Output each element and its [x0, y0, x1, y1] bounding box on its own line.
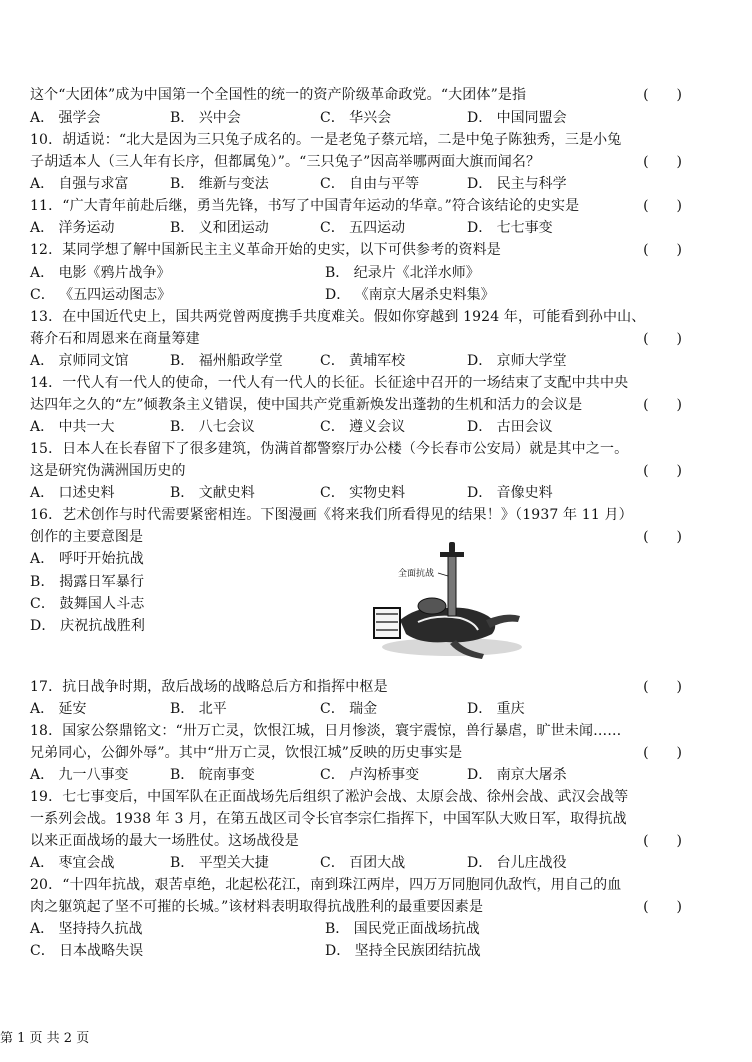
q18-answer-blank: ( ) — [643, 745, 682, 761]
q9-option-a: A． 强学会 — [30, 110, 101, 126]
q10-answer-blank: ( ) — [643, 154, 682, 170]
q13-line-2: 蒋介石和周恩来在商量筹建 — [30, 331, 200, 347]
q18-option-d: D． 南京大屠杀 — [467, 767, 567, 783]
q16-option-d: D． 庆祝抗战胜利 — [30, 618, 146, 634]
q20-line-1: 20．“十四年抗战，艰苦卓绝，北起松花江，南到珠江两岸，四万万同胞同仇敌忾，用自己的血 — [30, 877, 622, 893]
q14-line-1: 14．一代人有一代人的使命，一代人有一代人的长征。长征途中召开的一场结束了支配中共中央 — [30, 375, 629, 391]
q19-line-2: 一系列会战。1938 年 3 月，在第五战区司令长官李宗仁指挥下，中国军队大败日军，取得抗战 — [30, 811, 627, 827]
q11-option-c: C． 五四运动 — [320, 220, 406, 236]
q14-option-d: D． 古田会议 — [467, 419, 553, 435]
q10-option-c: C． 自由与平等 — [320, 176, 420, 192]
label-pointer — [438, 573, 448, 576]
q18-line-1: 18．国家公祭鼎铭文：“卅万亡灵，饮恨江城，日月惨淡，寰宇震惊，兽行暴虐，旷世未闻…… — [30, 723, 622, 739]
q15-line-2: 这是研究伪满洲国历史的 — [30, 463, 186, 479]
q20-line-2: 肉之躯筑起了坚不可摧的长城。”该材料表明取得抗战胜利的最重要因素是 — [30, 899, 484, 915]
q13-answer-blank: ( ) — [643, 331, 682, 347]
q15-option-b: B． 文献史料 — [170, 485, 255, 501]
q19-line-1: 19．七七事变后，中国军队在正面战场先后组织了淞沪会战、太原会战、徐州会战、武汉会战等 — [30, 789, 629, 805]
cartoon-label: 全面抗战 — [398, 569, 435, 579]
q12-option-a: A． 电影《鸦片战争》 — [30, 265, 171, 281]
outstretched-arm — [486, 615, 520, 628]
q16-answer-blank: ( ) — [643, 529, 682, 545]
q14-option-c: C． 遵义会议 — [320, 419, 406, 435]
q9-stem: 这个“大团体”成为中国第一个全国性的统一的资产阶级革命政党。“大团体”是指 — [30, 87, 527, 103]
q19-option-d: D． 台儿庄战役 — [467, 855, 567, 871]
q12-option-b: B． 纪录片《北洋水师》 — [325, 265, 480, 281]
q15-answer-blank: ( ) — [643, 463, 682, 479]
helmet — [418, 598, 446, 614]
q13-option-b: B． 福州船政学堂 — [170, 353, 283, 369]
sword-blade — [448, 556, 456, 616]
q18-option-a: A． 九一八事变 — [30, 767, 129, 783]
q18-option-c: C． 卢沟桥事变 — [320, 767, 420, 783]
q17-option-b: B． 北平 — [170, 701, 227, 717]
q10-line-1: 10．胡适说：“北大是因为三只兔子成名的。一是老兔子蔡元培，二是中兔子陈独秀，三是小兔 — [30, 132, 622, 148]
q18-option-b: B． 皖南事变 — [170, 767, 255, 783]
q15-line-1: 15．日本人在长春留下了很多建筑，伪满首都警察厅办公楼（今长春市公安局）就是其中之一。 — [30, 441, 629, 457]
q19-option-b: B． 平型关大捷 — [170, 855, 269, 871]
q13-line-1: 13．在中国近代史上，国共两党曾两度携手共度难关。假如你穿越到 1924 年，可能看到孙中山、 — [30, 309, 646, 325]
q18-line-2: 兄弟同心，公御外辱”。其中“卅万亡灵，饮恨江城”反映的历史事实是 — [30, 745, 463, 761]
q15-option-d: D． 音像史料 — [467, 485, 553, 501]
q16-option-b: B． 揭露日军暴行 — [30, 574, 145, 590]
q16-option-c: C． 鼓舞国人斗志 — [30, 596, 145, 612]
q15-option-c: C． 实物史料 — [320, 485, 406, 501]
q19-line-3: 以来正面战场的最大一场胜仗。这场战役是 — [30, 833, 299, 849]
q16-line-1: 16．艺术创作与时代需要紧密相连。下图漫画《将来我们所看得见的结果！》（1937 年 11 月） — [30, 507, 633, 523]
q11-option-a: A． 洋务运动 — [30, 220, 115, 236]
q12-option-c: C． 《五四运动图志》 — [30, 287, 172, 303]
q14-line-2: 达四年之久的“左”倾教条主义错误，使中国共产党重新焕发出蓬勃的生机和活力的会议是 — [30, 397, 583, 413]
q20-option-b: B． 国民党正面战场抗战 — [325, 921, 480, 937]
q9-option-c: C． 华兴会 — [320, 110, 392, 126]
q10-option-b: B． 维新与变法 — [170, 176, 269, 192]
q11-option-b: B． 义和团运动 — [170, 220, 269, 236]
q17-option-d: D． 重庆 — [467, 701, 525, 717]
q12-option-d: D． 《南京大屠杀史料集》 — [325, 287, 495, 303]
q10-line-2: 子胡适本人（三人年有长序，但都属兔）”。“三只兔子”因高举哪两面大旗而闻名？ — [30, 154, 541, 170]
boot-sole — [374, 608, 400, 638]
q19-option-a: A． 枣宜会战 — [30, 855, 115, 871]
q13-option-d: D． 京师大学堂 — [467, 353, 567, 369]
q15-option-a: A． 口述史料 — [30, 485, 115, 501]
q14-option-a: A． 中共一大 — [30, 419, 115, 435]
q11-answer-blank: ( ) — [643, 198, 682, 214]
sword-hilt — [449, 542, 455, 553]
q16-option-a: A． 呼吁开始抗战 — [30, 551, 144, 567]
q9-option-d: D． 中国同盟会 — [467, 110, 567, 126]
q13-option-c: C． 黄埔军校 — [320, 353, 406, 369]
q10-option-d: D． 民主与科学 — [467, 176, 567, 192]
q14-answer-blank: ( ) — [643, 397, 682, 413]
cartoon-illustration — [360, 542, 525, 664]
q10-option-a: A． 自强与求富 — [30, 176, 129, 192]
q17-answer-blank: ( ) — [643, 679, 682, 695]
q9-answer-blank: ( ) — [643, 87, 682, 103]
q17-option-a: A． 延安 — [30, 701, 87, 717]
q19-answer-blank: ( ) — [643, 833, 682, 849]
q14-option-b: B． 八七会议 — [170, 419, 255, 435]
q11-stem: 11．“广大青年前赴后继，勇当先锋，书写了中国青年运动的华章。”符合该结论的史实是 — [30, 198, 580, 214]
q11-option-d: D． 七七事变 — [467, 220, 553, 236]
q20-option-a: A． 坚持持久抗战 — [30, 921, 143, 937]
q12-stem: 12．某同学想了解中国新民主主义革命开始的史实，以下可供参考的资料是 — [30, 242, 501, 258]
q17-stem: 17．抗日战争时期，敌后战场的战略总后方和指挥中枢是 — [30, 679, 388, 695]
q20-option-c: C． 日本战略失误 — [30, 943, 144, 959]
q13-option-a: A． 京师同文馆 — [30, 353, 129, 369]
q17-option-c: C． 瑞金 — [320, 701, 378, 717]
q9-option-b: B． 兴中会 — [170, 110, 241, 126]
q19-option-c: C． 百团大战 — [320, 855, 406, 871]
q20-answer-blank: ( ) — [643, 899, 682, 915]
q20-option-d: D． 坚持全民族团结抗战 — [325, 943, 481, 959]
q12-answer-blank: ( ) — [643, 242, 682, 258]
q16-line-2: 创作的主要意图是 — [30, 529, 144, 545]
page-number-footer: 第 1 页 共 2 页 — [0, 1031, 90, 1046]
